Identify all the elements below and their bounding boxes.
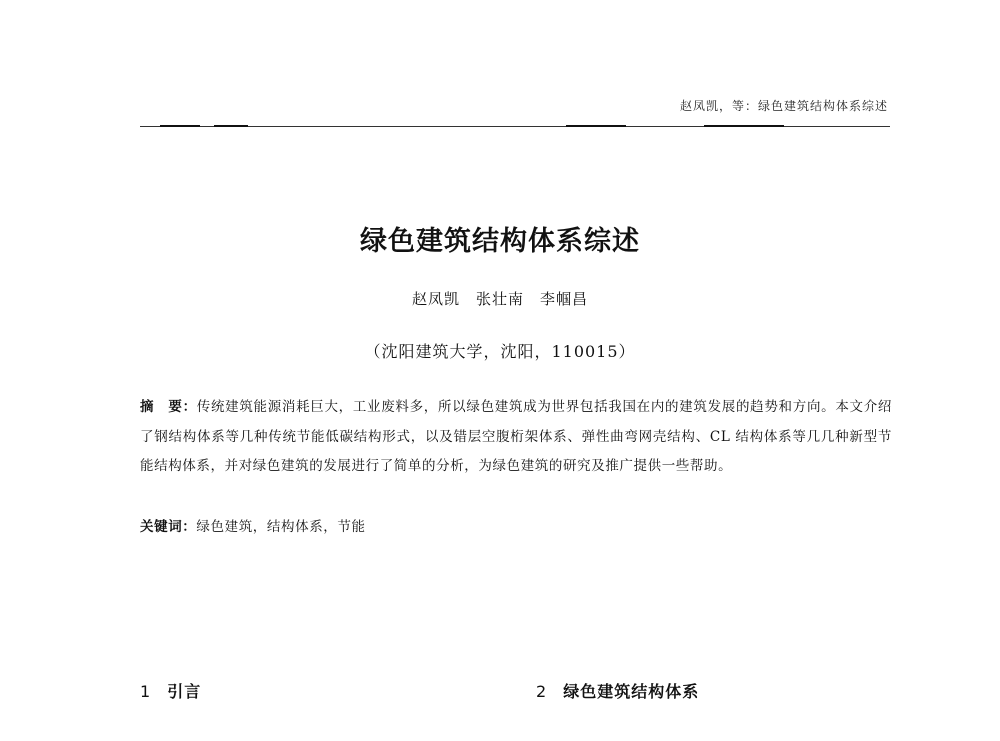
abstract-label: 摘 要： — [140, 399, 197, 415]
author-list: 赵凤凯 张壮南 李帼昌 — [411, 290, 588, 308]
keywords-text: 绿色建筑，结构体系，节能 — [196, 519, 366, 535]
abstract-text: 传统建筑能源消耗巨大，工业废料多，所以绿色建筑成为世界包括我国在内的建筑发展的趋势和方向。本文介绍了钢结构体系等几种传统节能低碳结构形式，以及错层空腹桁架体系、弹性曲弯网壳结构、CL 结构体系等几几种新型节能结构体系，并对绿色建筑的发展进行了简单的分析，为绿色建筑的研究及推广提供一些帮助。 — [140, 399, 892, 474]
keywords — [140, 515, 366, 535]
section-title: 绿色建筑结构体系 — [563, 682, 700, 701]
section-heading-introduction — [140, 679, 201, 702]
paper-title: 绿色建筑结构体系综述 — [360, 226, 640, 257]
header-rule-segment — [704, 125, 784, 127]
section-number: 1 — [140, 682, 152, 701]
abstract — [140, 393, 892, 482]
section-number: 2 — [536, 682, 548, 701]
running-header: 赵凤凯，等：绿色建筑结构体系综述 — [679, 99, 888, 113]
header-rule-segment — [566, 125, 626, 127]
header-rule-segment — [214, 125, 248, 127]
section-heading-structural-systems — [536, 679, 699, 702]
section-title: 引言 — [167, 682, 202, 701]
header-rule-segment — [160, 125, 200, 127]
keywords-label: 关键词： — [140, 519, 197, 535]
affiliation: （沈阳建筑大学，沈阳，110015） — [364, 342, 636, 361]
